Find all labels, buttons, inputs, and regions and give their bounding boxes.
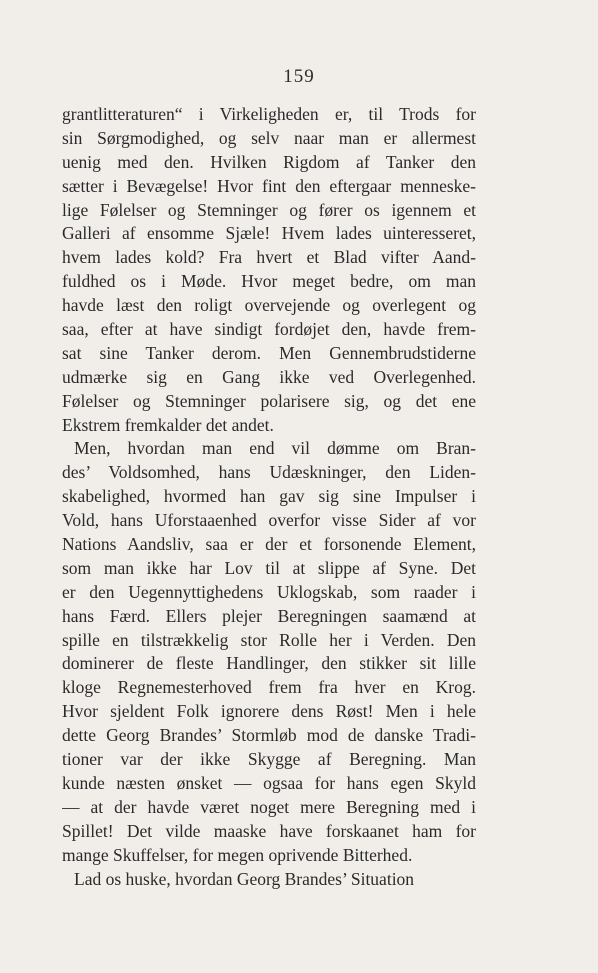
- text-line: Lad os huske, hvordan Georg Brandes’ Situation: [74, 868, 415, 889]
- text-line: tioner var der ikke Skygge af Beregning. Man: [62, 749, 476, 770]
- text-line: udmærke sig en Gang ikke ved Overlegenhed.: [62, 366, 476, 387]
- text-line: kunde næsten ønsket — ogsaa for hans egen Skyld: [62, 772, 476, 793]
- text-line: er den Uegennyttighedens Uklogskab, som raader i: [62, 581, 476, 602]
- text-line: grantlitteraturen“ i Virkeligheden er, til Trods for: [62, 104, 476, 124]
- text-line: sin Sørgmodighed, og selv naar man er allermest: [62, 127, 476, 148]
- text-line: lige Følelser og Stemninger og fører os igennem et: [62, 199, 476, 220]
- paragraph: [62, 437, 476, 867]
- text-line: hans Færd. Ellers plejer Beregningen saamænd at: [62, 605, 476, 626]
- text-line: fuldhed os i Møde. Hvor meget bedre, om man: [62, 271, 476, 292]
- text-line: Spillet! Det vilde maaske have forskaanet ham for: [62, 820, 476, 841]
- text-line: Ekstrem fremkalder det andet.: [62, 414, 274, 435]
- page-number: 159: [283, 66, 315, 87]
- text-line: des’ Voldsomhed, hans Udæskninger, den Liden-: [62, 462, 476, 483]
- text-line: Hvor sjeldent Folk ignorere dens Røst! Men i hele: [62, 701, 476, 722]
- paragraph: [62, 868, 476, 892]
- text-line: dette Georg Brandes’ Stormløb mod de danske Tradi-: [62, 725, 476, 746]
- text-line: som man ikke har Lov til at slippe af Syne. Det: [62, 557, 476, 578]
- text-line: sat sine Tanker derom. Men Gennembrudstiderne: [62, 342, 476, 363]
- text-line: kloge Regnemesterhoved frem fra hver en Krog.: [62, 677, 476, 698]
- text-line: hvem lades kold? Fra hvert et Blad vifter Aand-: [62, 247, 476, 268]
- text-line: Vold, hans Uforstaaenhed overfor visse Sider af vor: [62, 510, 476, 531]
- text-line: Følelser og Stemninger polarisere sig, og det ene: [62, 390, 476, 411]
- text-line: saa, efter at have sindigt fordøjet den, havde frem-: [62, 319, 476, 340]
- body-text: [62, 103, 476, 891]
- text-line: uenig med den. Hvilken Rigdom af Tanker den: [62, 151, 476, 172]
- paragraph: [62, 103, 476, 437]
- text-line: Nations Aandsliv, saa er der et forsonende Element,: [62, 534, 476, 555]
- text-line: sætter i Bevægelse! Hvor fint den eftergaar menneske-: [62, 175, 476, 196]
- text-line: dominerer de fleste Handlinger, den stikker sit lille: [62, 653, 476, 674]
- text-line: havde læst den roligt overvejende og overlegent og: [62, 295, 476, 316]
- text-line: spille en tilstrækkelig stor Rolle her i Verden. Den: [62, 629, 476, 650]
- text-line: — at der havde været noget mere Beregning med i: [62, 796, 476, 817]
- text-line: Men, hvordan man end vil dømme om Bran-: [74, 438, 476, 459]
- text-line: mange Skuffelser, for megen oprivende Bitterhed.: [62, 844, 413, 865]
- text-line: skabelighed, hvormed han gav sig sine Impulser i: [62, 486, 476, 507]
- text-line: Galleri af ensomme Sjæle! Hvem lades uinteresseret,: [62, 223, 476, 244]
